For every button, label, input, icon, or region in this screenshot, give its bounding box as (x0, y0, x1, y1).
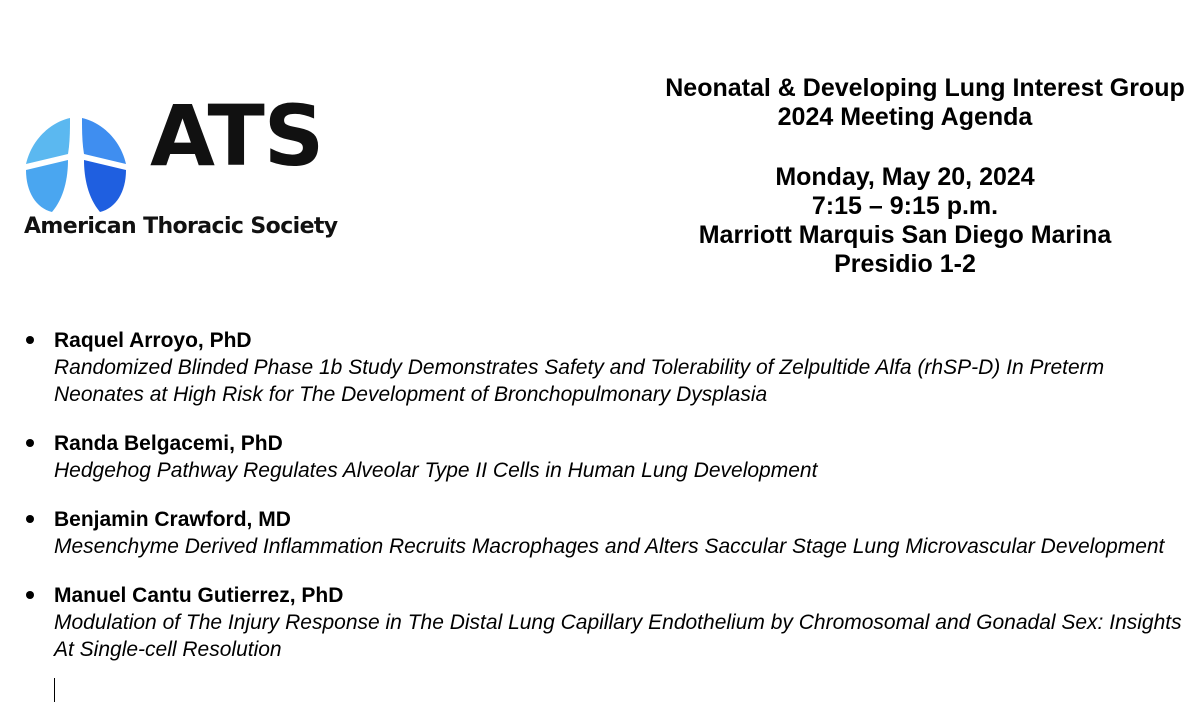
header-spacer (520, 132, 1200, 163)
logo-acronym: ATS (150, 87, 324, 185)
talk-title: Randomized Blinded Phase 1b Study Demonstrates Safety and Tolerability of Zelpultide Alfa (rhSP-D) In Preterm Neonates at High Risk for The Development of Bronchopulmonary Dysplasia (54, 356, 1105, 406)
right-lung-lower-shape (84, 160, 126, 212)
bullet-icon (26, 591, 34, 599)
agenda-item (0, 327, 1200, 408)
agenda-item (0, 582, 1200, 663)
agenda-item (0, 506, 1200, 560)
speaker-name: Raquel Arroyo, PhD (54, 329, 252, 352)
talk-title: Hedgehog Pathway Regulates Alveolar Type II Cells in Human Lung Development (54, 459, 818, 482)
talk-title: Mesenchyme Derived Inflammation Recruits Macrophages and Alters Saccular Stage Lung Microvascular Development (54, 535, 1165, 558)
left-lung-upper-shape (26, 118, 70, 164)
talk-title: Modulation of The Injury Response in The Distal Lung Capillary Endothelium by Chromosomal and Gonadal Sex: Insights At Single-cell Resolution (54, 611, 1182, 661)
meeting-room: Presidio 1-2 (834, 250, 976, 278)
speaker-name: Benjamin Crawford, MD (54, 508, 291, 531)
bullet-icon (26, 439, 34, 447)
bullet-icon (26, 515, 34, 523)
agenda-list (0, 327, 1200, 685)
ats-logo (22, 87, 342, 248)
meeting-venue: Marriott Marquis San Diego Marina (698, 221, 1112, 249)
text-cursor (54, 678, 55, 702)
meeting-time: 7:15 – 9:15 p.m. (811, 192, 999, 220)
agenda-item (0, 430, 1200, 484)
left-lung-lower-shape (26, 160, 68, 212)
meeting-subtitle: 2024 Meeting Agenda (777, 103, 1033, 131)
right-lung-upper-shape (82, 118, 126, 164)
lungs-logo-icon (22, 114, 130, 214)
meeting-title: Neonatal & Developing Lung Interest Group (665, 74, 1185, 102)
logo-organization-name: American Thoracic Society (24, 214, 338, 239)
speaker-name: Randa Belgacemi, PhD (54, 432, 283, 455)
speaker-name: Manuel Cantu Gutierrez, PhD (54, 584, 344, 607)
meeting-date: Monday, May 20, 2024 (775, 163, 1035, 191)
meeting-header (520, 74, 1200, 279)
bullet-icon (26, 336, 34, 344)
